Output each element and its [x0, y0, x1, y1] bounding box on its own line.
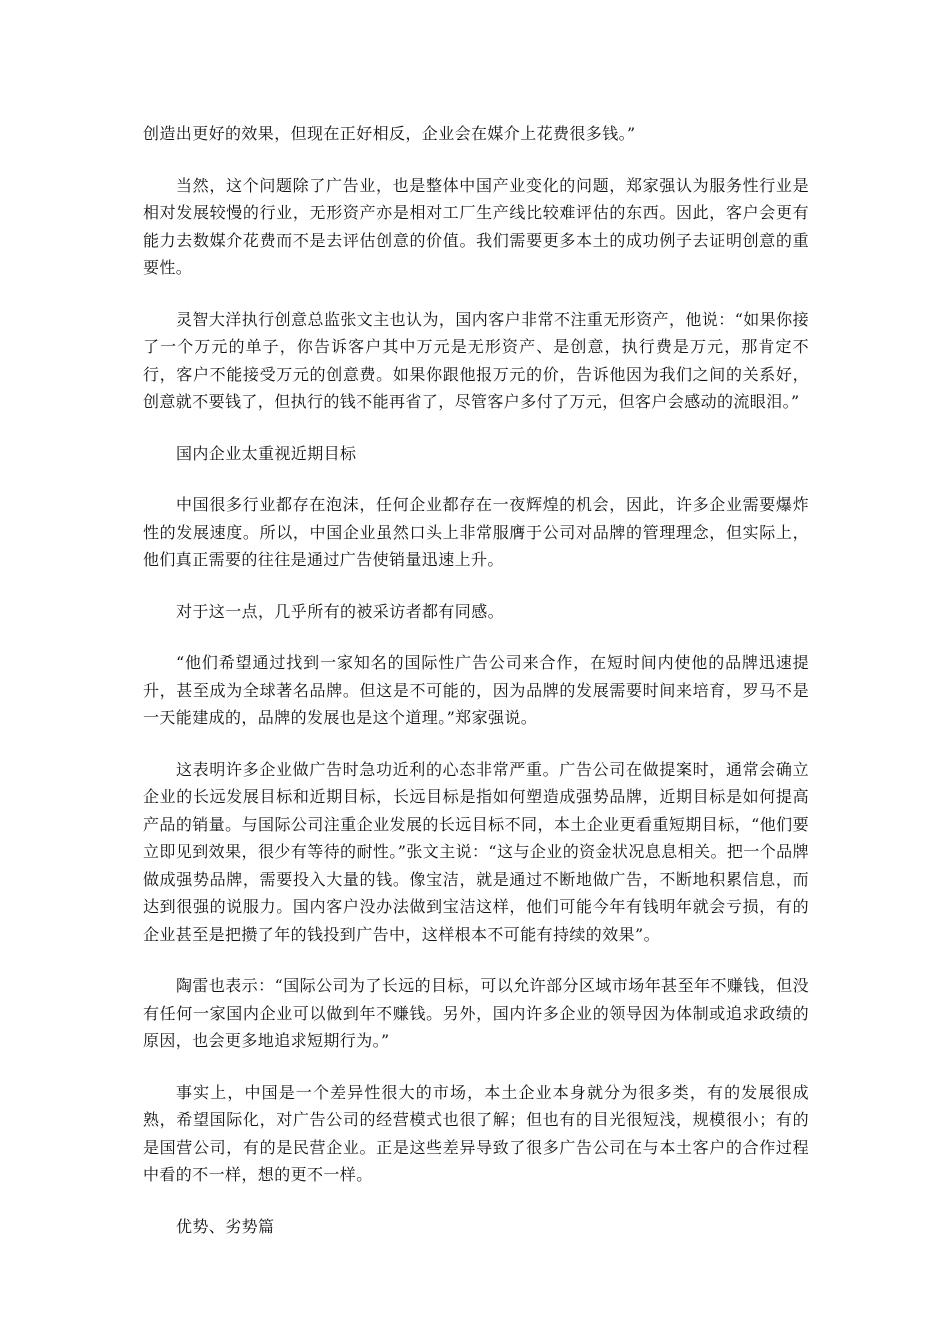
paragraph-continuation: 创造出更好的效果，但现在正好相反，企业会在媒介上花费很多钱。” [143, 124, 636, 143]
paragraph-quote-zhang: 灵智大洋执行创意总监张文主也认为，国内客户非常不注重无形资产，他说：“如果你接了一个万元的单子，你告诉客户其中万元是无形资产、是创意，执行费是万元，那肯定不行，客户不能接受万元的创意费。如果你跟他报万元的价，告诉他因为我们之间的关系好，创意就不要钱了，但执行的钱不能再省了，尽管客户多付了万元，但客户会感动的流眼泪。” [143, 309, 809, 411]
paragraph-market-diversity: 事实上，中国是一个差异性很大的市场，本土企业本身就分为很多类，有的发展很成熟，希望国际化，对广告公司的经营模式也很了解；但也有的目光很短浅，规模很小；有的是国营公司，有的是民营企业。正是这些差异导致了很多广告公司在与本土客户的合作过程中看的不一样，想的更不一样。 [143, 1082, 809, 1184]
section-heading-strengths-weaknesses: 优势、劣势篇 [176, 1216, 275, 1236]
paragraph-quick-results: 这表明许多企业做广告时急功近利的心态非常严重。广告公司在做提案时，通常会确立企业的长远发展目标和近期目标，长远目标是指如何塑造成强势品牌，近期目标是如何提高产品的销量。与国际公司注重企业发展的长远目标不同，本土企业更看重短期目标，“他们要立即见到效果，很少有等待的耐性。”张文主说：“这与企业的资金状况息息相关。把一个品牌做成强势品牌，需要投入大量的钱。像宝洁，就是通过不断地做广告，不断地积累信息，而达到很强的说服力。国内客户没办法做到宝洁这样，他们可能今年有钱明年就会亏损，有的企业甚至是把攒了年的钱投到广告中，这样根本不可能有持续的效果”。 [143, 759, 809, 944]
paragraph-agreement: 对于这一点，几乎所有的被采访者都有同感。 [176, 601, 505, 621]
paragraph-intangible-assets: 当然，这个问题除了广告业，也是整体中国产业变化的问题，郑家强认为服务性行业是相对发展较慢的行业，无形资产亦是相对工厂生产线比较难评估的东西。因此，客户会更有能力去数媒介花费而不是去评估创意的价值。我们需要更多本土的成功例子去证明创意的重要性。 [143, 175, 809, 277]
paragraph-quote-tao: 陶雷也表示：“国际公司为了长远的目标，可以允许部分区域市场年甚至年不赚钱，但没有任何一家国内企业可以做到年不赚钱。另外，国内许多企业的领导因为体制或追求政绩的原因，也会更多地追求短期行为。” [143, 976, 809, 1050]
paragraph-bubble: 中国很多行业都存在泡沫，任何企业都存在一夜辉煌的机会，因此，许多企业需要爆炸性的发展速度。所以，中国企业虽然口头上非常服膺于公司对品牌的管理理念，但实际上，他们真正需要的往往是通过广告使销量迅速上升。 [143, 495, 809, 569]
paragraph-quote-zheng: “他们希望通过找到一家知名的国际性广告公司来合作，在短时间内使他的品牌迅速提升，甚至成为全球著名品牌。但这是不可能的，因为品牌的发展需要时间来培育，罗马不是一天能建成的，品牌的发展也是这个道理。”郑家强说。 [143, 653, 809, 727]
section-heading-short-term-goals: 国内企业太重视近期目标 [176, 443, 357, 463]
document-body [143, 120, 809, 1264]
